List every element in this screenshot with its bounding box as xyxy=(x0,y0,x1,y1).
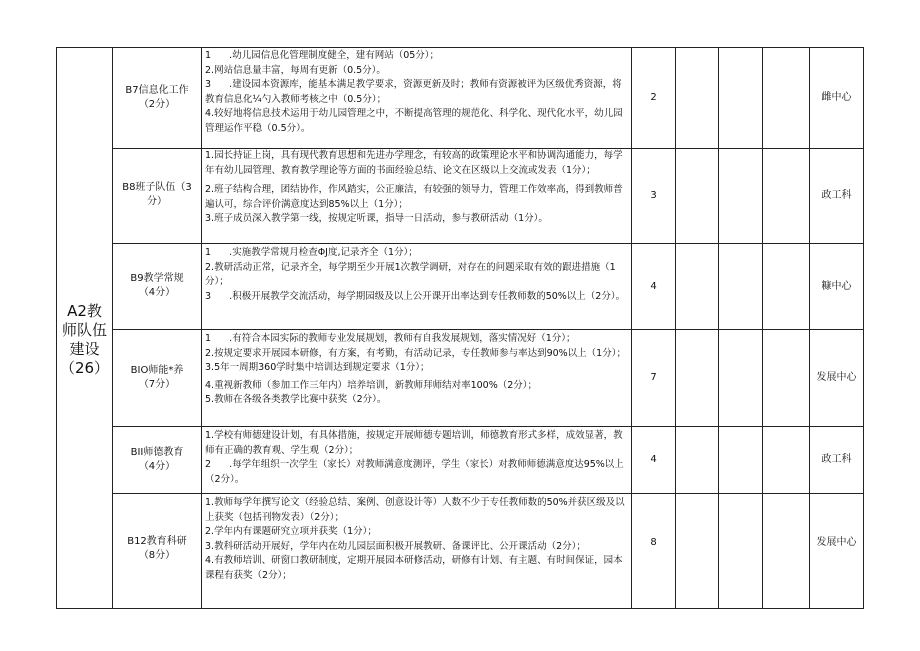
blank-cell xyxy=(675,243,719,330)
criterion-item: 2 .每学年组织一次学生（家长）对教师满意度测评，学生（家长）对教师师德满意度达95%以上（2分）。 xyxy=(205,459,624,485)
dept-label: 糠中心 xyxy=(821,280,852,292)
section-label: A2教师队伍建设（26） xyxy=(59,302,110,377)
blank-cell xyxy=(675,493,719,609)
score-value: 7 xyxy=(650,372,657,383)
criteria-list xyxy=(202,429,631,493)
category-label: BII师德教育（4分） xyxy=(130,447,184,472)
dept-label: 政工科 xyxy=(821,454,852,465)
criterion-item: 2.学年内有课题研究立项并获奖（1分）； xyxy=(205,526,377,537)
blank-cell xyxy=(718,148,763,244)
blank-cell xyxy=(718,493,763,609)
criteria-list xyxy=(202,332,631,420)
category-label: B7信息化工作（2分） xyxy=(125,85,189,110)
dept-label: 发展中心 xyxy=(816,537,857,548)
category-label: B8班子队伍（3分） xyxy=(122,182,192,207)
criteria-list xyxy=(202,246,631,329)
criterion-item: 4.较好地将信息技术运用于幼儿园管理之中，不断提高管理的规范化、科学化、现代化水平，幼儿园管理运作平稳（0.5分）。 xyxy=(205,108,623,134)
dept-label: 政工科 xyxy=(821,190,852,201)
score-value: 4 xyxy=(650,454,657,465)
dept-label: 雌中心 xyxy=(821,92,852,103)
criterion-item: 1 .实施教学常规月检查ΦJ度,记录齐全（1分）； xyxy=(205,247,418,258)
score-value: 4 xyxy=(650,280,657,292)
blank-cell xyxy=(762,426,810,494)
criterion-item: 3 .积极开展教学交流活动，每学期园级及以上公开课开出率达到专任教师数的50%以上（2分）。 xyxy=(205,290,626,302)
score-value: 3 xyxy=(650,190,657,201)
category-label: B9教学常规（4分） xyxy=(130,273,184,298)
criterion-item: 5.教师在各级各类教学比赛中获奖（2分）。 xyxy=(205,394,387,405)
criterion-item: 1 .有符合本园实际的教师专业发展规划，教师有自我发展规划，落实情况好（1分）； xyxy=(205,333,576,344)
blank-cell xyxy=(675,426,719,494)
criterion-item: 3.班子成员深入教学第一线，按规定听课，指导一日活动，参与教研活动（1分）。 xyxy=(205,213,548,224)
criterion-item: 1.教师每学年撰写论文（经验总结、案例、创意设计等）人数不少于专任教师数的50%并获区级及以上获奖（包括刊物发表）（2分）； xyxy=(205,497,625,523)
category-label: B12教育科研（8分） xyxy=(127,536,187,561)
blank-cell xyxy=(762,329,810,427)
criterion-item: 2.网站信息量丰富，每周有更新（0.5分）。 xyxy=(205,64,386,76)
criterion-item: 4.有教师培训、研窗口教研制度，定期开展园本研修活动，研修有计划、有主题、有时间保证，园本课程有获奖（2分）； xyxy=(205,555,623,581)
score-value: 8 xyxy=(650,537,657,548)
blank-cell xyxy=(718,329,763,427)
criterion-item: 2.教研活动正常，记录齐全，每学期至少开展1次教学调研，对存在的问题采取有效的跟进措施（1分）； xyxy=(205,261,616,287)
criteria-list xyxy=(202,149,631,243)
blank-cell xyxy=(718,47,763,149)
dept-label: 发展中心 xyxy=(816,372,857,383)
blank-cell xyxy=(675,329,719,427)
blank-cell xyxy=(762,243,810,330)
criterion-item: 3.教科研活动开展好，学年内在幼儿园层面积极开展教研、备课评比、公开课活动（2分）； xyxy=(205,540,586,552)
blank-cell xyxy=(762,47,810,149)
blank-cell xyxy=(675,148,719,244)
category-label: BIO师能*养（7分） xyxy=(130,365,184,390)
criterion-item: 2.按规定要求开展园本研修，有方案，有考勤，有活动记录，专任教师参与率达到90%以上（1分）； xyxy=(205,347,626,359)
criterion-item: 2.班子结构合理，团结协作，作风踏实，公正廉洁，有较强的领导力，管理工作效率高，得到教师普遍认可，综合评价满意度达到85%以上（1分）； xyxy=(205,184,623,210)
criterion-item: 1 .幼儿园信息化管理制度健全，建有网站（05分）； xyxy=(205,50,440,61)
blank-cell xyxy=(762,148,810,244)
criterion-item: 4.重视新教师（参加工作三年内）培养培训，新教师拜师结对率100%（2分）； xyxy=(205,379,538,391)
criterion-item: 1.园长持证上岗，具有现代教育思想和先进办学理念，有较高的政策理论水平和协调沟通能力，每学年有幼儿园管理、教育教学理论等方面的书面经验总结、论文在区级以上交流或发表（1分）； xyxy=(205,150,623,176)
blank-cell xyxy=(718,243,763,330)
blank-cell xyxy=(718,426,763,494)
criterion-item: 3.5年一周期360学时集中培训达到规定要求（1分）； xyxy=(205,362,430,373)
criteria-list xyxy=(202,496,631,608)
criteria-list xyxy=(202,49,631,148)
blank-cell xyxy=(675,47,719,149)
blank-cell xyxy=(762,493,810,609)
score-value: 2 xyxy=(650,92,657,103)
criterion-item: 1.学校有师德建设计划，有具体措施，按规定开展师德专题培训，师德教育形式多样，成效显著，教师有正确的教育观、学生观（2分）； xyxy=(205,430,623,456)
criterion-item: 3 .建设园本资源库，能基本满足教学要求，资源更新及时；教师有资源被评为区级优秀资源，将教育信息化¼勺入教师考核之中（0.5分）； xyxy=(205,79,622,105)
